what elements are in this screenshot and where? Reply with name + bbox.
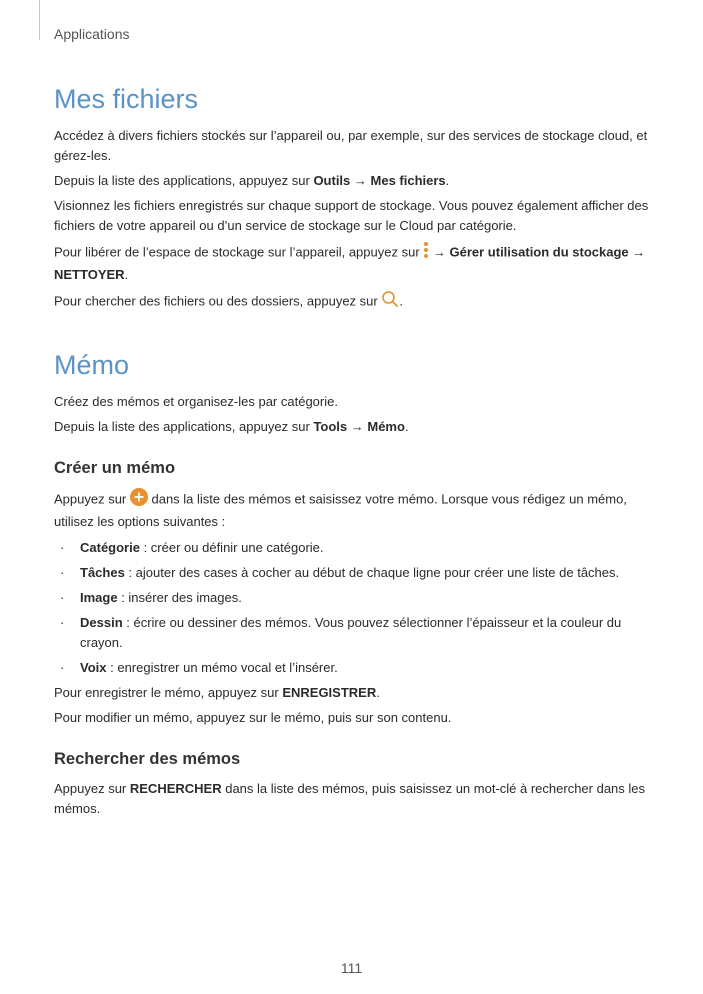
menu-path-nettoyer: NETTOYER [54,267,125,282]
bullet: · [60,615,65,630]
text: Depuis la liste des applications, appuyez sur [54,173,314,188]
text: dans la liste des mémos et saisissez votre mémo. Lorsque vous rédigez un mémo, utilisez les options suivantes : [54,491,627,529]
subheading-search-memos: Rechercher des mémos [54,750,241,768]
text: . [376,685,380,700]
files-paragraph-4 [54,241,650,285]
subheading-create-memo: Créer un mémo [54,459,176,477]
option-term: Tâches [80,565,125,580]
list-item [54,588,650,608]
text: Appuyez sur [54,781,130,796]
search-label: RECHERCHER [129,781,222,796]
list-item [54,613,650,653]
arrow: → [628,244,646,260]
menu-path-memo: Mémo [367,419,405,434]
text: dans la liste des mémos, puis saisissez un mot-clé à rechercher dans les mémos. [54,781,646,816]
create-paragraph-1 [54,488,650,532]
edit-paragraph: Pour modifier un mémo, appuyez sur le mémo, puis sur son contenu. [54,710,452,725]
text: . [445,173,450,188]
option-desc: : insérer des images. [117,590,242,605]
text: Pour libérer de l’espace de stockage sur l’appareil, appuyez sur [54,244,424,260]
menu-path-tools: Tools [313,419,348,434]
menu-path-storage: Gérer utilisation du stockage [449,244,629,260]
save-paragraph [54,683,650,703]
menu-path-mes-fichiers: Mes fichiers [370,173,446,188]
search-paragraph [54,779,650,819]
menu-path-outils: Outils [313,173,351,188]
text: Depuis la liste des applications, appuyez sur [54,419,314,434]
section-title-memo: Mémo [54,350,130,380]
files-paragraph-1: Accédez à divers fichiers stockés sur l’appareil ou, par exemple, sur des services de stockage cloud, et gérez-les. [54,128,648,163]
text: . [404,419,409,434]
memo-paragraph-2 [54,417,650,437]
arrow: → [429,244,450,260]
save-label: ENREGISTRER [282,685,377,700]
arrow: → [347,419,368,434]
running-header: Applications [54,26,130,42]
list-item [54,658,650,678]
page-body [54,82,650,824]
list-item [54,538,650,558]
add-circle-icon [130,488,148,512]
section-title-files: Mes fichiers [54,84,199,114]
bullet: · [60,660,65,675]
option-desc: : créer ou définir une catégorie. [139,540,324,555]
files-paragraph-2 [54,171,650,191]
arrow: → [350,173,371,188]
list-item [54,563,650,583]
option-term: Voix [80,660,107,675]
text: Pour enregistrer le mémo, appuyez sur [54,685,283,700]
option-term: Dessin [80,615,123,630]
text: . [124,267,129,282]
bullet: · [60,540,65,555]
bullet: · [60,565,65,580]
files-paragraph-5 [54,290,650,314]
text: Appuyez sur [54,491,130,507]
search-icon [381,290,399,314]
option-desc: : écrire ou dessiner des mémos. Vous pouvez sélectionner l’épaisseur et la couleur du crayon. [80,615,622,650]
page-number: 111 [340,960,363,976]
option-term: Image [80,590,118,605]
option-desc: : ajouter des cases à cocher au début de chaque ligne pour créer une liste de tâches. [124,565,620,580]
option-term: Catégorie [80,540,140,555]
option-desc: : enregistrer un mémo vocal et l’insérer. [106,660,338,675]
text: Pour chercher des fichiers ou des dossiers, appuyez sur [54,293,382,309]
options-list [54,538,650,678]
files-paragraph-3: Visionnez les fichiers enregistrés sur chaque support de stockage. Vous pouvez également afficher des fichiers de votre appareil ou d’un service de stockage sur le Cloud par catégorie. [54,198,649,233]
text: . [399,293,403,309]
header-divider [39,0,40,40]
bullet: · [60,590,65,605]
memo-paragraph-1: Créez des mémos et organisez-les par catégorie. [54,394,338,409]
